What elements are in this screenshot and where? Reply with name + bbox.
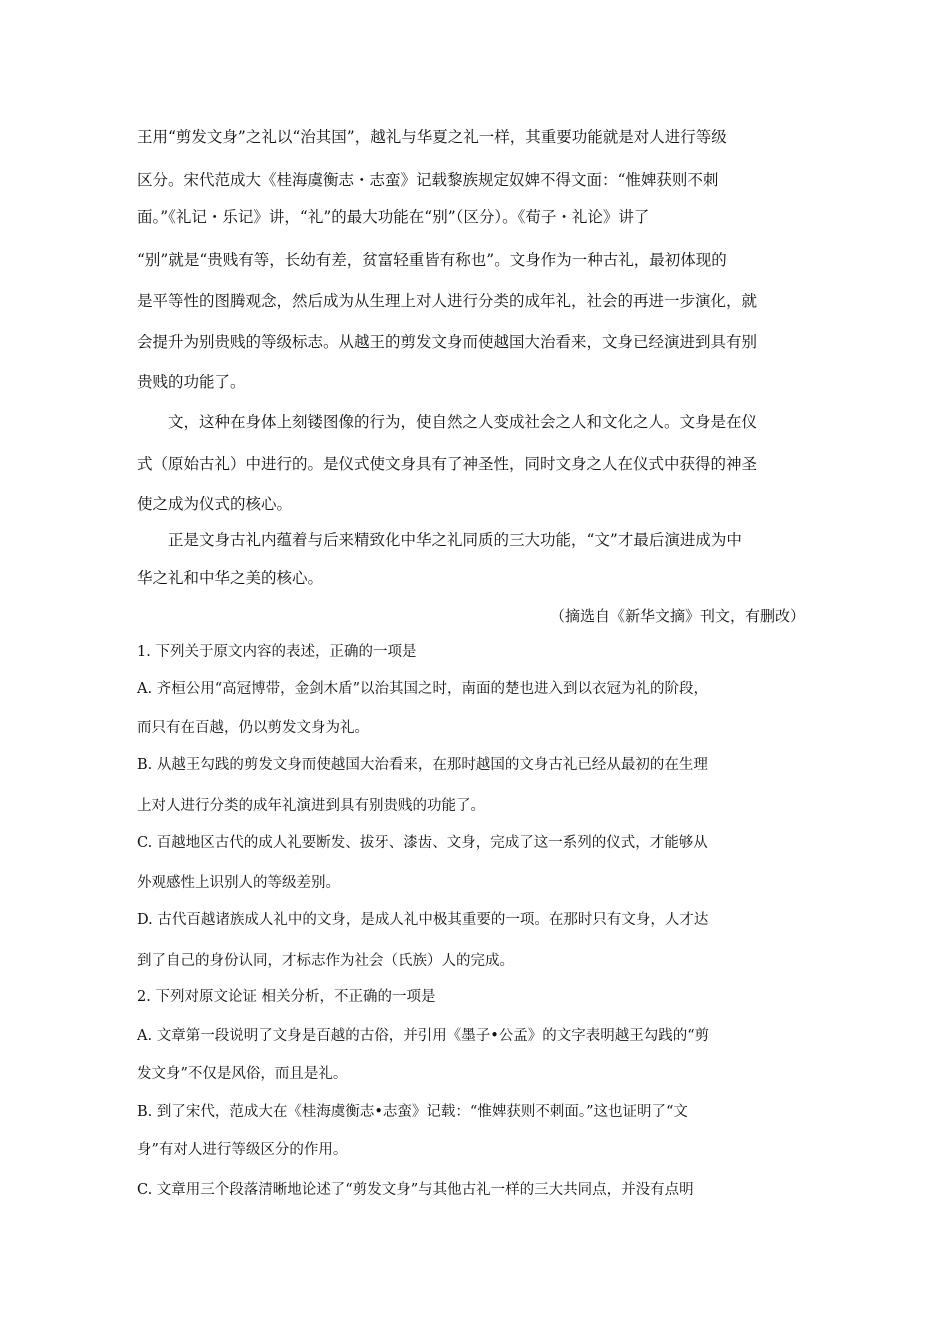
option-line: 外观感性上识别人的等级差别。 — [137, 875, 340, 891]
option-line: D. 古代百越诸族成人礼中的文身，是成人礼中极其重要的一项。在那时只有文身，人才达 — [137, 912, 709, 928]
option-line: A. 文章第一段说明了文身是百越的古俗，并引用《墨子•公孟》的文字表明越王勾践的“剪 — [137, 1028, 710, 1044]
source-attribution: （摘选自《新华文摘》刊文，有删改） — [549, 607, 805, 625]
option-line: 发文身”不仅是风俗，而且是礼。 — [137, 1066, 348, 1082]
paragraph-line: 文，这种在身体上刻镂图像的行为，使自然之人变成社会之人和文化之人。文身是在仪 — [168, 413, 758, 431]
paragraph-line: “别”就是“贵贱有等，长幼有差，贫富轻重皆有称也”。文身作为一种古礼，最初体现的 — [137, 251, 727, 269]
paragraph-line: 式（原始古礼）中进行的。是仪式使文身具有了神圣性，同时文身之人在仪式中获得的神圣 — [137, 455, 758, 473]
paragraph-line: 贵贱的功能了。 — [137, 373, 246, 391]
paragraph-line: 正是文身古礼内蕴着与后来精致化中华之礼同质的三大功能，“文”才最后演进成为中 — [168, 531, 742, 549]
paragraph-line: 区分。宋代范成大《桂海虞衡志・志蛮》记载黎族规定奴婢不得文面：“惟婢获则不刺 — [137, 171, 719, 189]
option-line: 身”有对人进行等级区分的作用。 — [137, 1142, 348, 1158]
option-line: C. 文章用三个段落清晰地论述了“剪发文身”与其他古礼一样的三大共同点，并没有点明 — [137, 1182, 694, 1198]
paragraph-line: 会提升为别贵贱的等级标志。从越王的剪发文身而使越国大治看来，文身已经演进到具有别 — [137, 333, 758, 351]
paragraph-line: 使之成为仪式的核心。 — [137, 495, 293, 513]
option-line: 上对人进行分类的成年礼演进到具有别贵贱的功能了。 — [137, 798, 485, 814]
option-line: 而只有在百越，仍以剪发文身为礼。 — [137, 720, 369, 736]
paragraph-line: 华之礼和中华之美的核心。 — [137, 569, 324, 587]
option-line: 到了自己的身份认同，才标志作为社会（氏族）人的完成。 — [137, 953, 514, 969]
question-line: 1. 下列关于原文内容的表述，正确的一项是 — [137, 644, 417, 660]
question-line: 2. 下列对原文论证 相关分析，不正确的一项是 — [137, 989, 436, 1005]
option-line: B. 从越王勾践的剪发文身而使越国大治看来，在那时越国的文身古礼已经从最初的在生理 — [137, 757, 708, 773]
paragraph-line: 是平等性的图腾观念，然后成为从生理上对人进行分类的成年礼，社会的再进一步演化，就 — [137, 292, 758, 310]
paragraph-line: 面。”《礼记・乐记》讲，“礼”的最大功能在“别”（区分）。《荀子・礼论》讲了 — [137, 208, 650, 226]
paragraph-line: 王用“剪发文身”之礼以“治其国”，越礼与华夏之礼一样，其重要功能就是对人进行等级 — [137, 128, 727, 146]
option-line: B. 到了宋代，范成大在《桂海虞衡志•志蛮》记载：“惟婢获则不刺面。”这也证明了“文 — [137, 1104, 688, 1120]
option-line: C. 百越地区古代的成人礼要断发、拔牙、漆齿、文身，完成了这一系列的仪式，才能够从 — [137, 835, 708, 851]
option-line: A. 齐桓公用“高冠博带，金剑木盾”以治其国之时，南面的楚也进入到以衣冠为礼的阶段， — [137, 681, 709, 697]
